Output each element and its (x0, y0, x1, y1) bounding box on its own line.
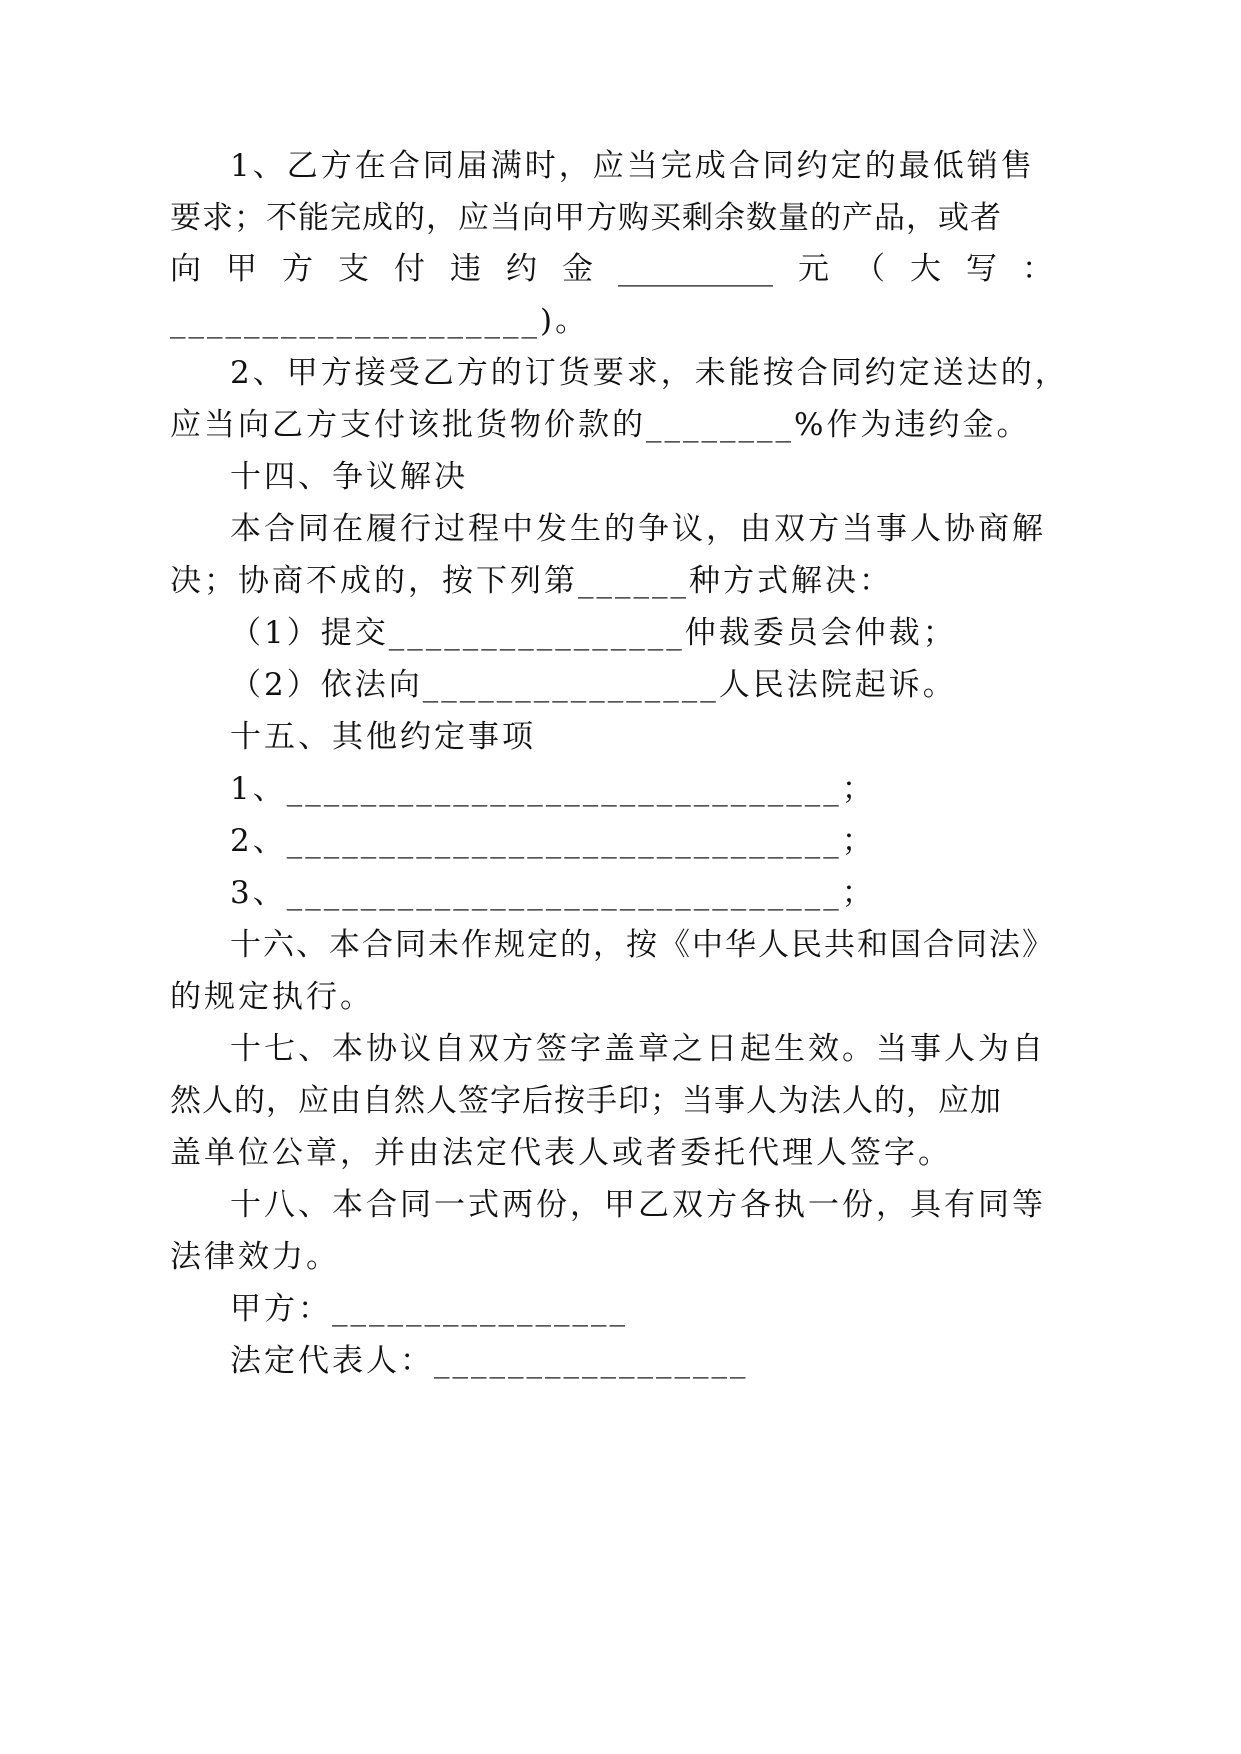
text-line-justified (170, 249, 1053, 289)
text-line: ____________________)。 (170, 303, 590, 339)
text-line: 十七、本协议自双方签字盖章之日起生效。当事人为自 (230, 1031, 1046, 1067)
text-line: 盖单位公章，并由法定代表人或者委托代理人签字。 (170, 1135, 952, 1171)
section-heading: 十四、争议解决 (230, 459, 468, 495)
text-line: 十八、本合同一式两份，甲乙双方各执一份，具有同等 (230, 1187, 1046, 1223)
text-line: 决；协商不成的，按下列第______种方式解决： (170, 563, 893, 599)
text-fragment: ： (1022, 251, 1053, 287)
text-fragment: 方 (282, 251, 313, 287)
text-fragment: 甲 (226, 251, 257, 287)
list-item: （2）依法向________________人民法院起诉。 (230, 667, 957, 703)
text-fragment: 金 (562, 251, 593, 287)
text-fragment: （ (854, 251, 885, 287)
text-fragment: 写 (966, 251, 997, 287)
text-fragment: 违 (450, 251, 481, 287)
list-item: 3、______________________________； (230, 875, 876, 911)
text-line: 1、乙方在合同届满时，应当完成合同约定的最低销售 (230, 148, 1035, 184)
text-line: 应当向乙方支付该批货物价款的________%作为违约金。 (170, 407, 1031, 443)
text-fragment: 向 (170, 251, 201, 287)
list-item: （1）提交________________仲裁委员会仲裁； (230, 615, 957, 651)
list-item: 2、______________________________； (230, 823, 876, 859)
text-line: 本合同在履行过程中发生的争议，由双方当事人协商解 (230, 511, 1046, 547)
text-fragment: 支 (338, 251, 369, 287)
text-fragment: 约 (506, 251, 537, 287)
text-line: 十六、本合同未作规定的，按《中华人民共和国合同法》 (230, 927, 1055, 963)
text-line: 要求；不能完成的，应当向甲方购买剩余数量的产品，或者 (170, 200, 1002, 236)
text-line: 然人的，应由自然人签字后按手印；当事人为法人的，应加 (170, 1083, 1002, 1119)
text-fragment: 付 (394, 251, 425, 287)
text-line: 法律效力。 (170, 1239, 340, 1275)
list-item: 1、______________________________； (230, 771, 876, 807)
text-line: 2、甲方接受乙方的订货要求，未能按合同约定送达的， (230, 355, 1069, 391)
signature-line-party-a: 甲方：________________ (230, 1291, 628, 1327)
text-line: 的规定执行。 (170, 979, 374, 1015)
text-fragment: 元 (798, 251, 829, 287)
section-heading: 十五、其他约定事项 (230, 719, 536, 755)
signature-line-legal-rep: 法定代表人：_________________ (230, 1343, 749, 1379)
text-fragment: 大 (910, 251, 941, 287)
fill-in-blank: __________ (618, 251, 773, 287)
